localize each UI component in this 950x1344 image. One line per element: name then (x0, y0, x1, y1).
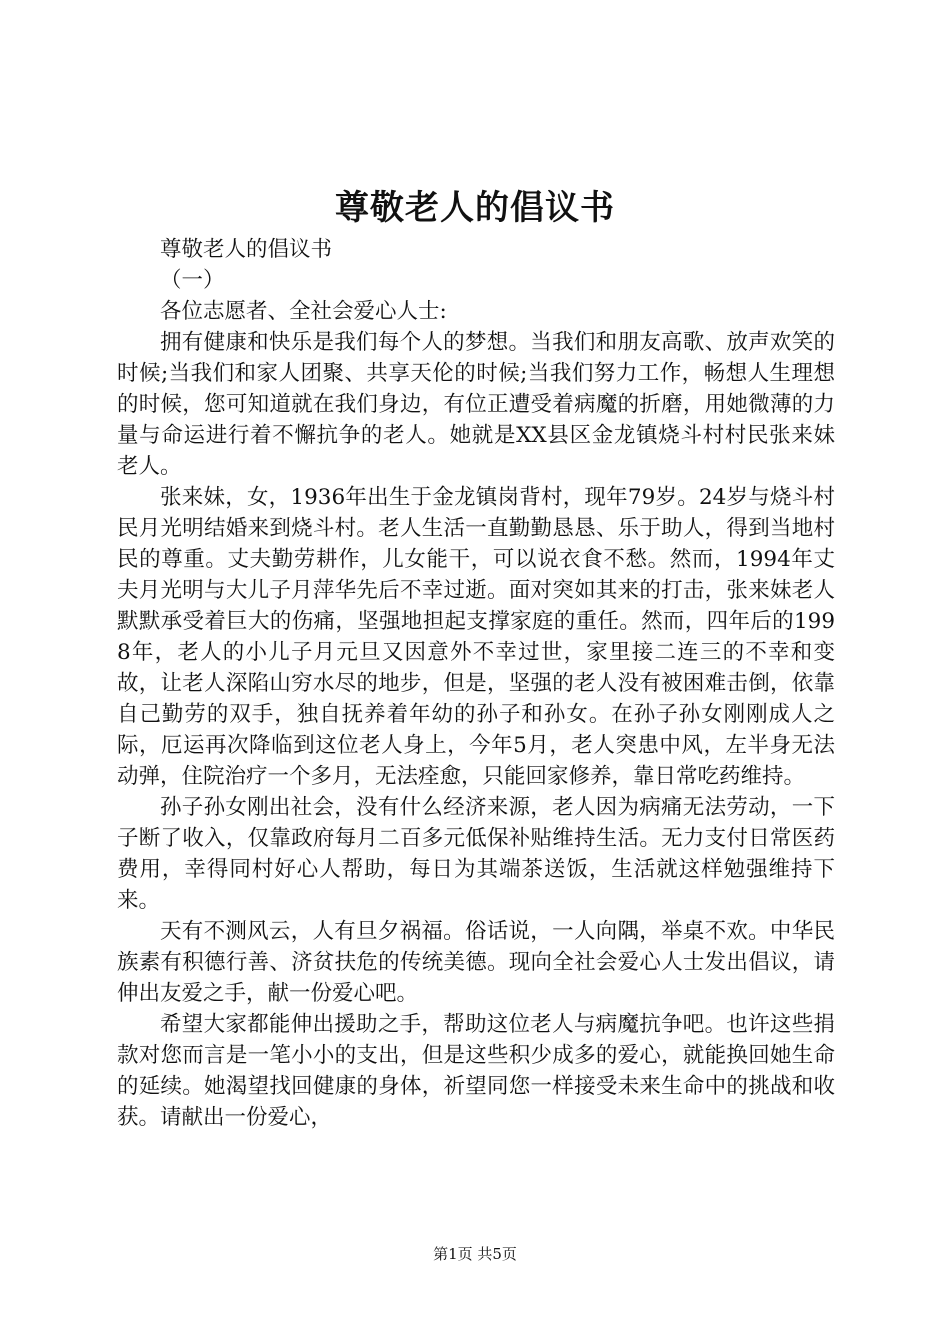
paragraph-section-number: （一） (160, 268, 225, 293)
document-body (117, 234, 835, 1133)
paragraph-hope: 希望大家都能伸出援助之手，帮助这位老人与病魔抗争吧。也许这些捐款对您而言是一笔小小的支出，但是这些积少成多的爱心，就能换回她生命的延续。她渴望找回健康的身体，祈望同您一样接受未来生命中的挑战和收获。请献出一份爱心， (117, 1012, 835, 1130)
paragraph-background: 张来妹，女，1936年出生于金龙镇岗背村，现年79岁。24岁与烧斗村民月光明结婚来到烧斗村。老人生活一直勤勤恳恳、乐于助人，得到当地村民的尊重。丈夫勤劳耕作，儿女能干，可以说衣食不愁。然而，1994年丈夫月光明与大儿子月萍华先后不幸过逝。面对突如其来的打击，张来妹老人默默承受着巨大的伤痛，坚强地担起支撑家庭的重任。然而，四年后的1998年，老人的小儿子月元旦又因意外不幸过世，家里接二连三的不幸和变故，让老人深陷山穷水尽的地步，但是，坚强的老人没有被困难击倒，依靠自己勤劳的双手，独自抚养着年幼的孙子和孙女。在孙子孙女刚刚成人之际，厄运再次降临到这位老人身上，今年5月，老人突患中风，左半身无法动弹，住院治疗一个多月，无法痊愈，只能回家修养，靠日常吃药维持。 (117, 485, 835, 789)
document-title: 尊敬老人的倡议书 (335, 188, 615, 228)
page-number-footer: 第1页 共5页 (433, 1245, 517, 1263)
paragraph-appeal: 天有不测风云，人有旦夕祸福。俗话说，一人向隅，举桌不欢。中华民族素有积德行善、济贫扶危的传统美德。现向全社会爱心人士发出倡议，请伸出友爱之手，献一份爱心吧。 (117, 919, 835, 1006)
paragraph-salutation: 各位志愿者、全社会爱心人士: (160, 299, 447, 324)
paragraph-intro: 拥有健康和快乐是我们每个人的梦想。当我们和朋友高歌、放声欢笑的时候;当我们和家人团聚、共享天伦的时候;当我们努力工作，畅想人生理想的时候，您可知道就在我们身边，有位正遭受着病魔的折磨，用她微薄的力量与命运进行着不懈抗争的老人。她就是XX县区金龙镇烧斗村村民张来妹老人。 (117, 330, 835, 479)
paragraph-hardship: 孙子孙女刚出社会，没有什么经济来源，老人因为病痛无法劳动，一下子断了收入，仅靠政府每月二百多元低保补贴维持生活。无力支付日常医药费用，幸得同村好心人帮助，每日为其端茶送饭，生活就这样勉强维持下来。 (117, 795, 835, 913)
paragraph-subtitle: 尊敬老人的倡议书 (160, 237, 333, 262)
